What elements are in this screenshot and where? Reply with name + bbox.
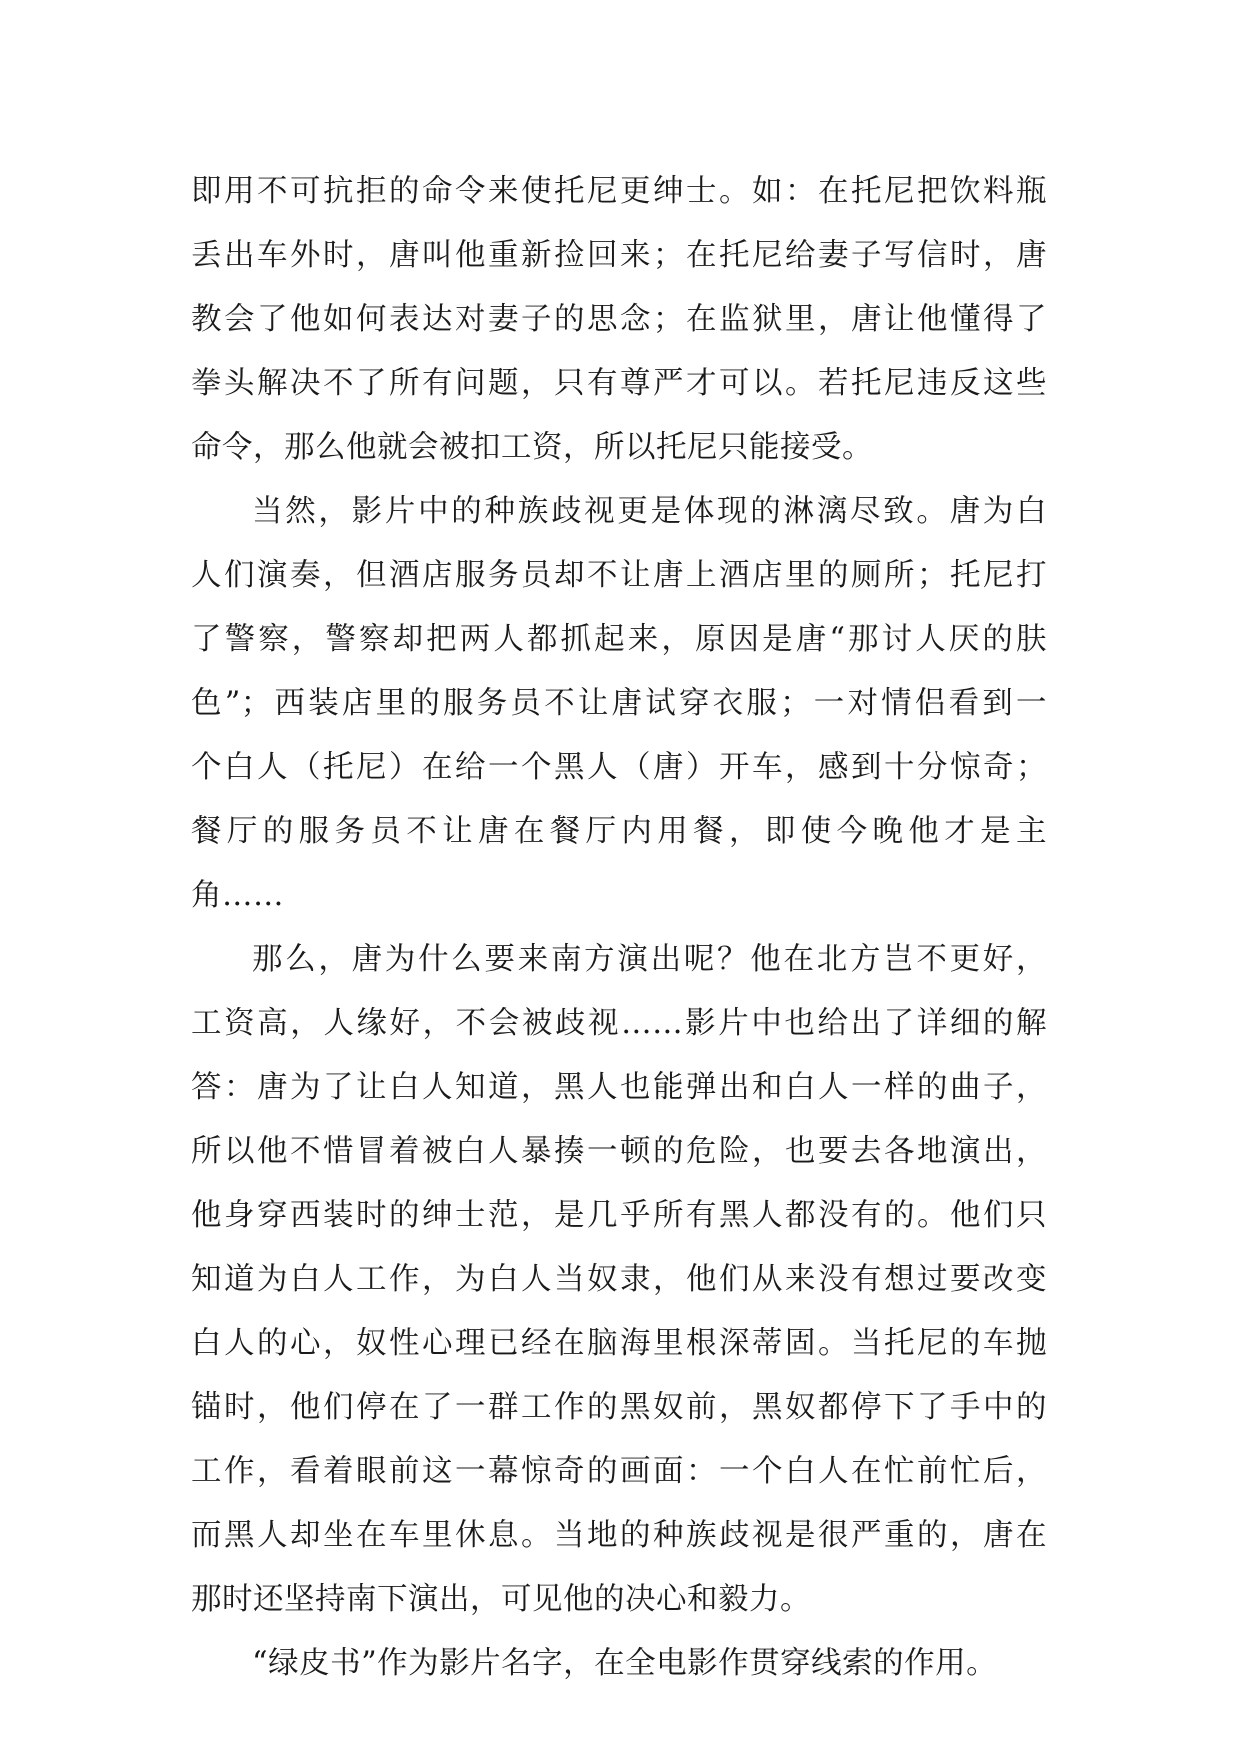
text-line: 答：唐为了让白人知道，黑人也能弹出和白人一样的曲子， (191, 1070, 1047, 1105)
text-line: 白人的心，奴性心理已经在脑海里根深蒂固。当托尼的车抛 (191, 1326, 1047, 1361)
text-line: 工作，看着眼前这一幕惊奇的画面：一个白人在忙前忙后， (191, 1454, 1047, 1489)
paragraph-3 (191, 928, 1047, 1632)
text-line: 角…… (191, 878, 284, 913)
text-line: 工资高，人缘好，不会被歧视……影片中也给出了详细的解 (191, 1006, 1047, 1041)
text-line: 那时还坚持南下演出，可见他的决心和毅力。 (191, 1582, 811, 1617)
text-line: 个白人（托尼）在给一个黑人（唐）开车，感到十分惊奇； (191, 750, 1047, 785)
text-line: 教会了他如何表达对妻子的思念；在监狱里，唐让他懂得了 (191, 302, 1047, 337)
text-line: 拳头解决不了所有问题，只有尊严才可以。若托尼违反这些 (191, 366, 1047, 401)
text-line: 命令，那么他就会被扣工资，所以托尼只能接受。 (191, 430, 873, 465)
paragraph-4 (191, 1632, 1047, 1696)
paragraph-1 (191, 160, 1047, 480)
text-line: 即用不可抗拒的命令来使托尼更绅士。如：在托尼把饮料瓶 (191, 174, 1047, 209)
text-line: 他身穿西装时的绅士范，是几乎所有黑人都没有的。他们只 (191, 1198, 1047, 1233)
text-line: 那么，唐为什么要来南方演出呢？他在北方岂不更好， (252, 942, 1047, 977)
text-line: 当然，影片中的种族歧视更是体现的淋漓尽致。唐为白 (252, 494, 1047, 529)
text-line: 人们演奏，但酒店服务员却不让唐上酒店里的厕所；托尼打 (191, 558, 1047, 593)
text-line: 锚时，他们停在了一群工作的黑奴前，黑奴都停下了手中的 (191, 1390, 1047, 1425)
text-line: 了警察，警察却把两人都抓起来，原因是唐“那讨人厌的肤 (191, 622, 1047, 657)
body-text (191, 160, 1047, 1696)
text-line: 丢出车外时，唐叫他重新捡回来；在托尼给妻子写信时，唐 (191, 238, 1047, 273)
text-line: 餐厅的服务员不让唐在餐厅内用餐，即使今晚他才是主 (191, 814, 1047, 849)
text-line: 色”；西装店里的服务员不让唐试穿衣服；一对情侣看到一 (191, 686, 1047, 721)
text-line: 知道为白人工作，为白人当奴隶，他们从来没有想过要改变 (191, 1262, 1047, 1297)
text-line: 而黑人却坐在车里休息。当地的种族歧视是很严重的，唐在 (191, 1518, 1047, 1553)
paragraph-2 (191, 480, 1047, 928)
text-line: “绿皮书”作为影片名字，在全电影作贯穿线索的作用。 (252, 1646, 998, 1681)
text-line: 所以他不惜冒着被白人暴揍一顿的危险，也要去各地演出， (191, 1134, 1047, 1169)
